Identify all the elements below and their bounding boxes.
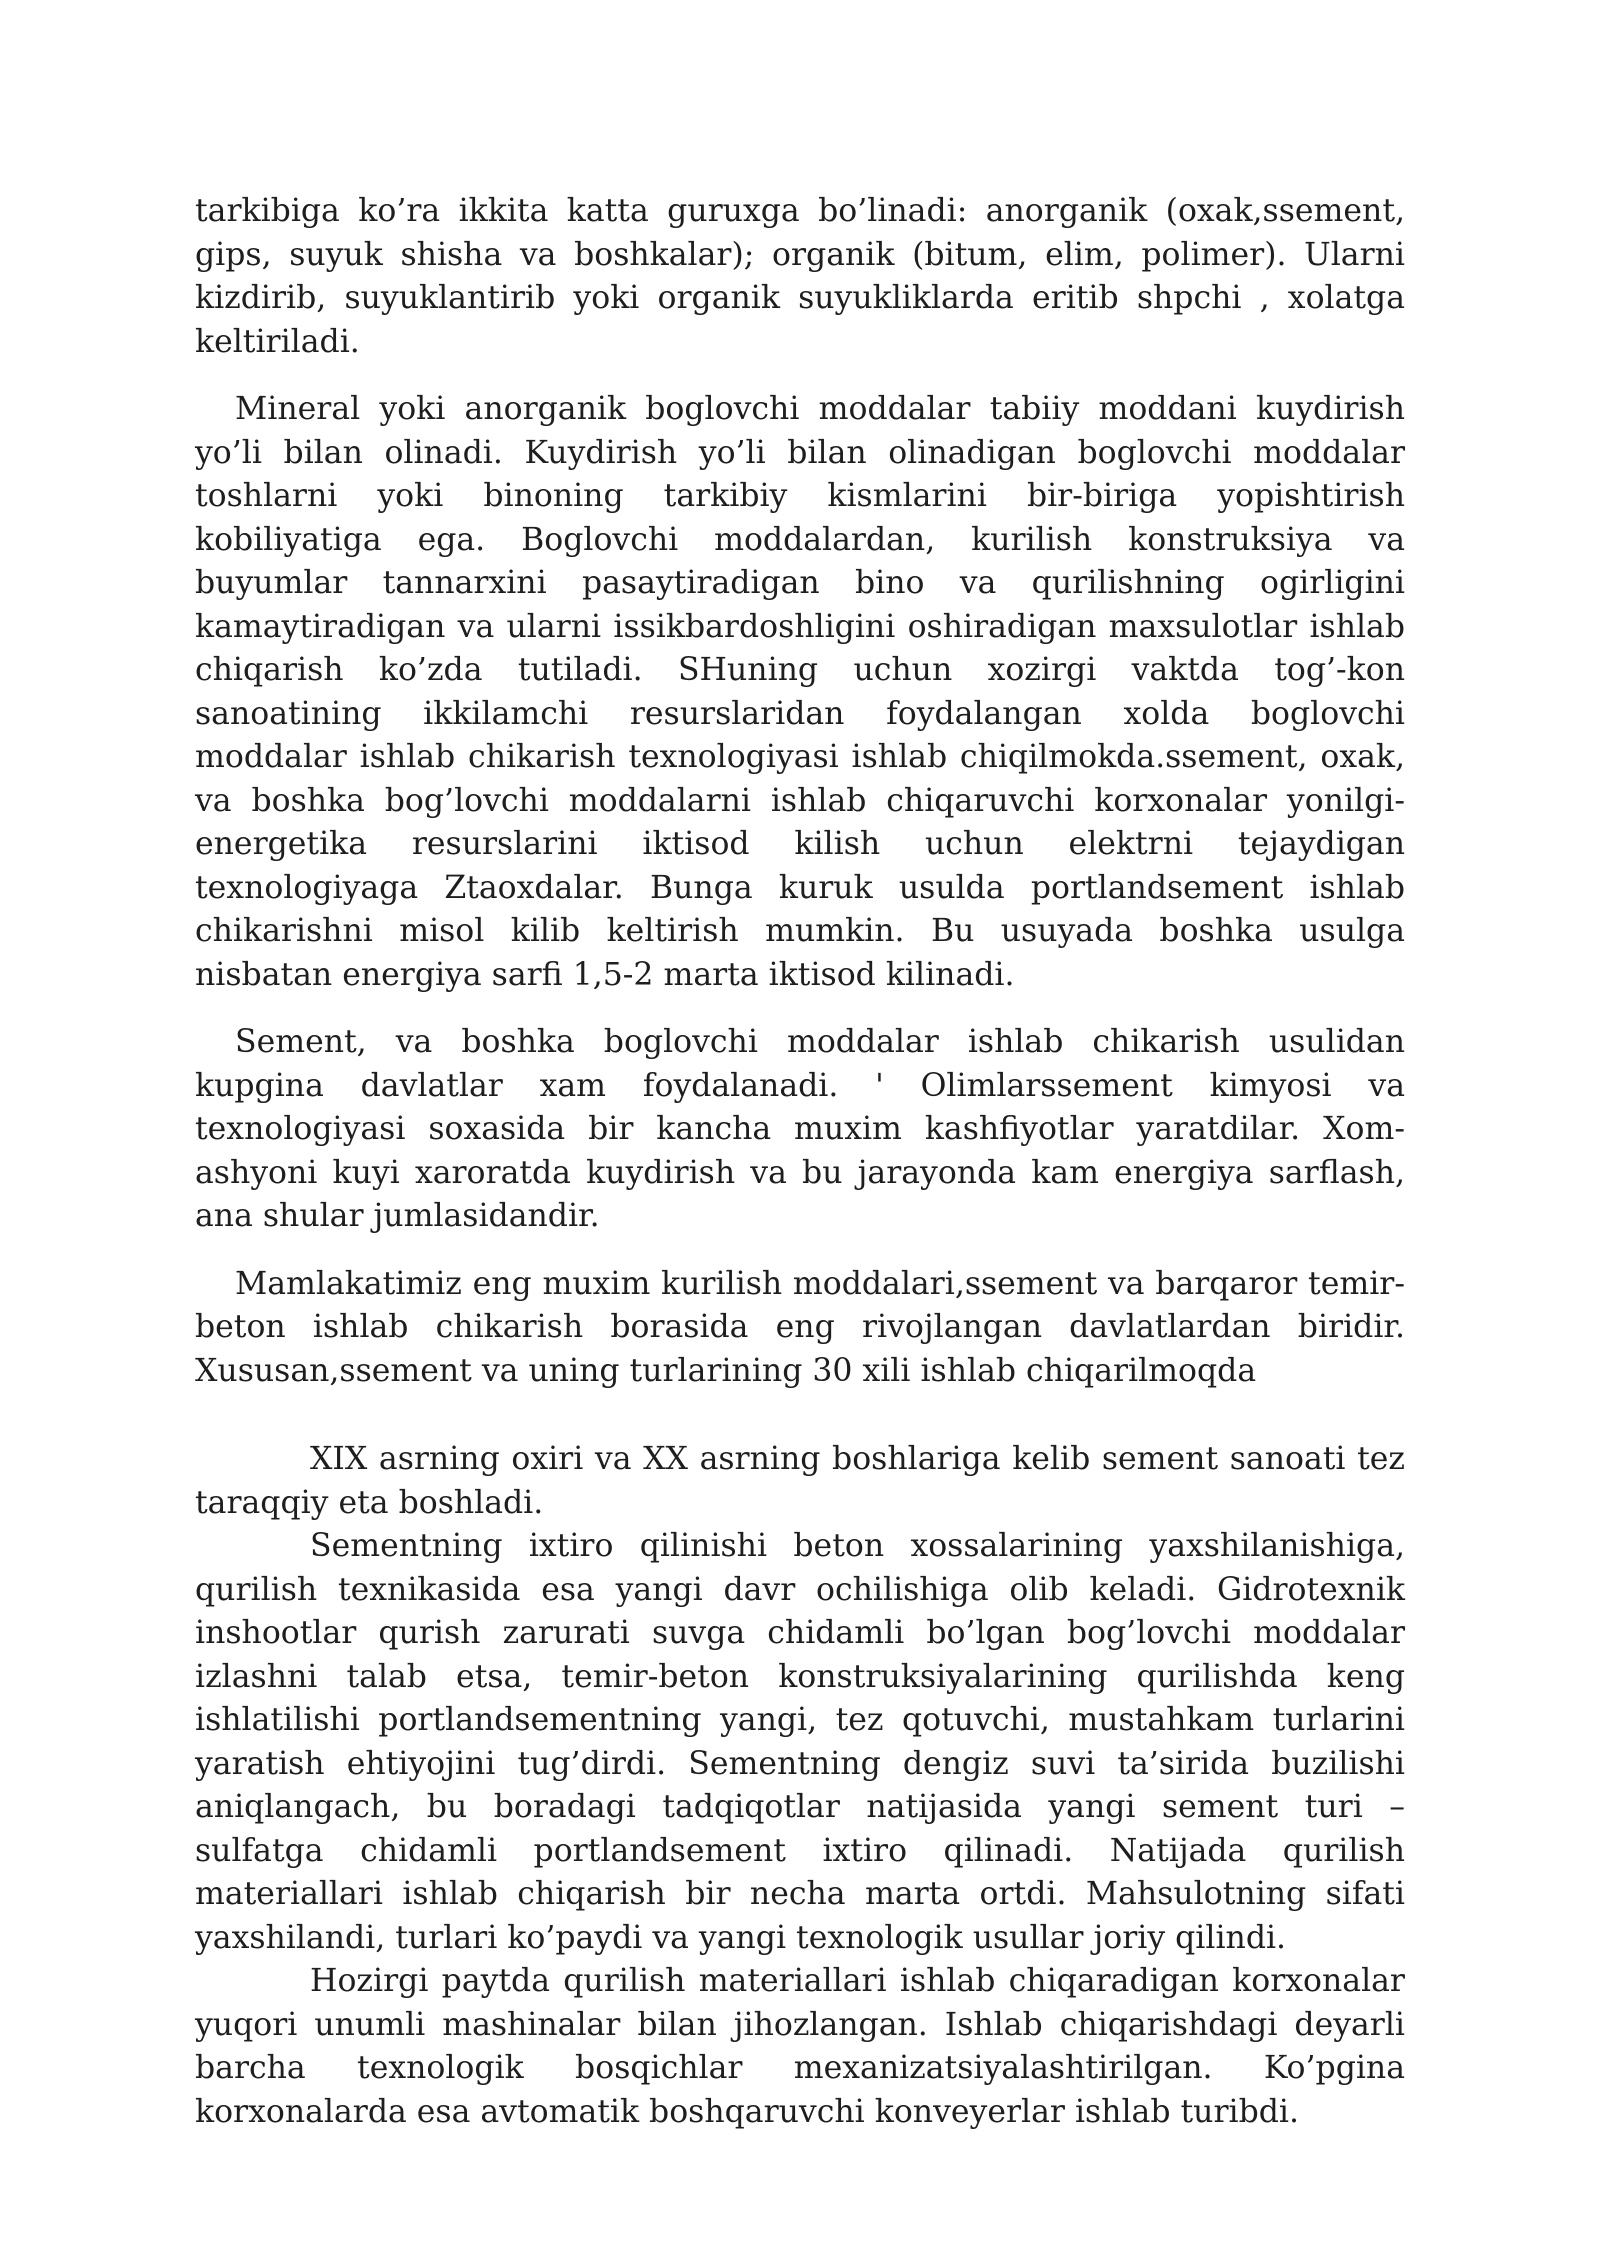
paragraph-5: XIX asrning oxiri va XX asrning boshlariga kelib sement sanoati tez taraqqiy eta boshladi. <box>195 1441 1405 1521</box>
paragraph-6: Sementning ixtiro qilinishi beton xossalarining yaxshilanishiga, qurilish texnikasida esa yangi davr ochilishiga olib keladi. Gidrotexnik inshootlar qurish zarurati suvga chidamli bo’lgan bog’lovchi moddalar izlashni talab etsa, temir-beton konstruksiyalarining qurilishda keng ishlatilishi portlandsementning yangi, tez qotuvchi, mustahkam turlarini yaratish ehtiyojini tug’dirdi. Sementning dengiz suvi ta’sirida buzilishi aniqlangach, bu boradagi tadqiqotlar natijasida yangi sement turi – sulfatga chidamli portlandsement ixtiro qilinadi. Natijada qurilish materiallari ishlab chiqarish bir necha marta ortdi. Mahsulotning sifati yaxshilandi, turlari ko’paydi va yangi texnologik usullar joriy qilindi. <box>195 1528 1405 1956</box>
paragraph-4: Mamlakatimiz eng muxim kurilish moddalari,ssement va barqaror temir-beton ishlab chikarish borasida eng rivojlangan davlatlardan biridir. Xususan,ssement va uning turlarining 30 xili ishlab chiqarilmoqda <box>195 1265 1405 1389</box>
paragraph-2: Mineral yoki anorganik boglovchi moddalar tabiiy moddani kuydirish yo’li bilan olinadi. Kuydirish yo’li bilan olinadigan boglovchi moddalar toshlarni yoki binoning tarkibiy kismlarini bir-biriga yopishtirish kobiliyatiga ega. Boglovchi moddalardan, kurilish konstruksiya va buyumlar tannarxini pasaytiradigan bino va qurilishning ogirligini kamaytiradigan va ularni issikbardoshligini oshiradigan maxsulotlar ishlab chiqarish ko’zda tutiladi. SHuning uchun xozirgi vaktda tog’-kon sanoatining ikkilamchi resurslaridan foydalangan xolda boglovchi moddalar ishlab chikarish texnologiyasi ishlab chiqilmokda.ssement, oxak, va boshka bog’lovchi moddalarni ishlab chiqaruvchi korxonalar yonilgi-energetika resurslarini iktisod kilish uchun elektrni tejaydigan texnologiyaga Ztaoxdalar. Bunga kuruk usulda portlandsement ishlab chikarishni misol kilib keltirish mumkin. Bu usuyada boshka usulga nisbatan energiya sarfi 1,5-2 marta iktisod kilinadi. <box>195 391 1405 993</box>
document-page <box>195 190 1405 2134</box>
paragraph-3: Sement, va boshka boglovchi moddalar ishlab chikarish usulidan kupgina davlatlar xam foydalanadi. ' Olimlarssement kimyosi va texnologiyasi soxasida bir kancha muxim kashfiyotlar yaratdilar. Xom-ashyoni kuyi xaroratda kuydirish va bu jarayonda kam energiya sarflash, ana shular jumlasidandir. <box>195 1024 1405 1234</box>
paragraph-7: Hozirgi paytda qurilish materiallari ishlab chiqaradigan korxonalar yuqori unumli mashinalar bilan jihozlangan. Ishlab chiqarishdagi deyarli barcha texnologik bosqichlar mexanizatsiyalashtirilgan. Ko’pgina korxonalarda esa avtomatik boshqaruvchi konveyerlar ishlab turibdi. <box>195 1963 1405 2130</box>
paragraph-1: tarkibiga ko’ra ikkita katta guruxga bo’linadi: anorganik (oxak,ssement, gips, suyuk shisha va boshkalar); organik (bitum, elim, polimer). Ularni kizdirib, suyuklantirib yoki organik suyukliklarda eritib shpchi , xolatga keltiriladi. <box>195 193 1405 360</box>
